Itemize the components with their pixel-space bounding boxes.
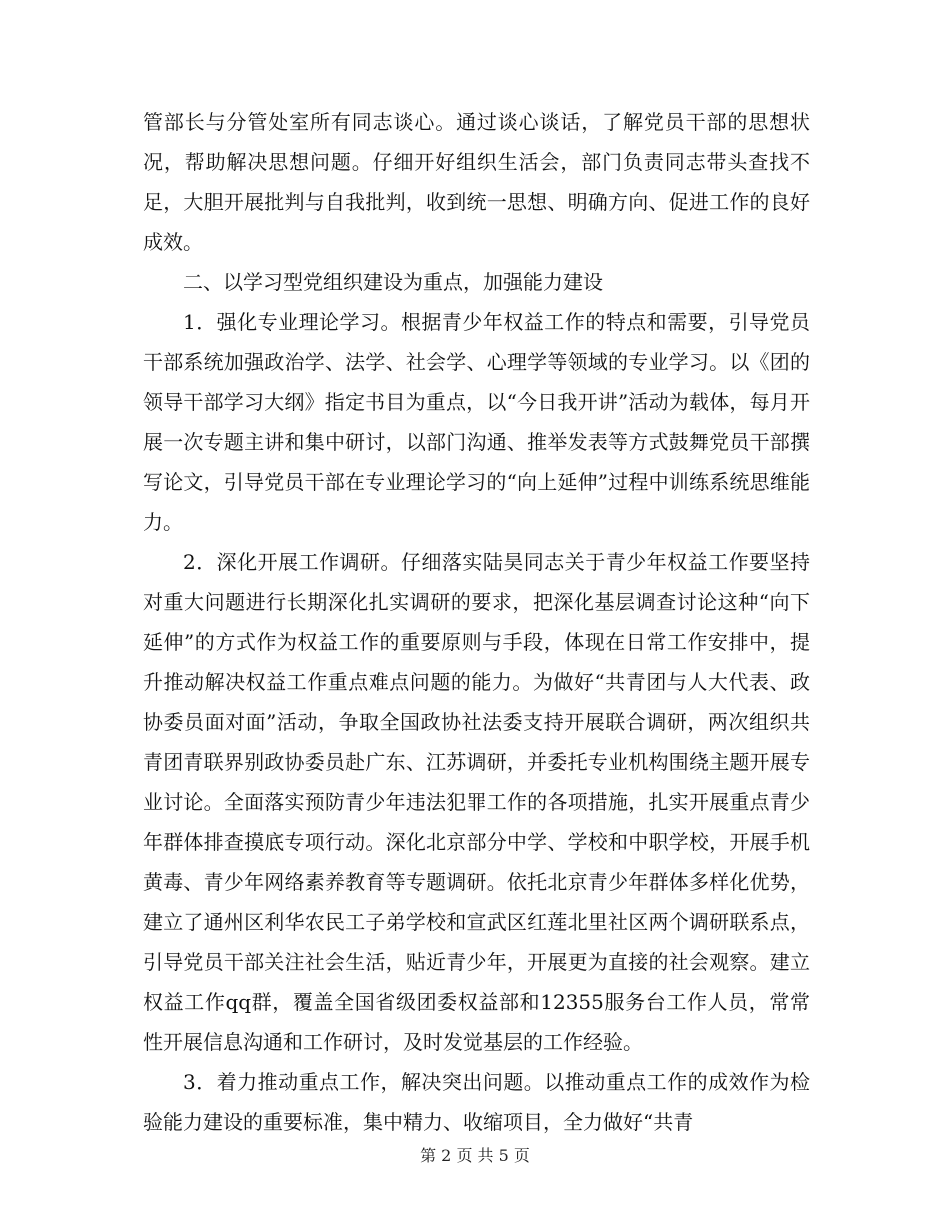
paragraph-item-1: 1．强化专业理论学习。根据青少年权益工作的特点和需要，引导党员干部系统加强政治学、法学、社会学、心理学等领域的专业学习。以《团的领导干部学习大纲》指定书目为重点，以“今日我开讲”活动为载体，每月开展一次专题主讲和集中研讨，以部门沟通、推举发表等方式鼓舞党员干部撰写论文，引导党员干部在专业理论学习的“向上延伸”过程中训练系统思维能力。	[143, 310, 810, 534]
paragraph-item-3: 3．着力推动重点工作，解决突出问题。以推动重点工作的成效作为检验能力建设的重要标准，集中精力、收缩项目，全力做好“共青	[143, 1070, 810, 1134]
document-body	[143, 102, 810, 1142]
section-heading: 二、以学习型党组织建设为重点，加强能力建设	[183, 270, 603, 294]
page-number-footer: 第 2 页 共 5 页	[420, 1146, 530, 1165]
paragraph-item-2: 2．深化开展工作调研。仔细落实陆昊同志关于青少年权益工作要坚持对重大问题进行长期深化扎实调研的要求，把深化基层调查讨论这种“向下延伸”的方式作为权益工作的重要原则与手段，体现在日常工作安排中，提升推动解决权益工作重点难点问题的能力。为做好“共青团与人大代表、政协委员面对面”活动，争取全国政协社法委支持开展联合调研，两次组织共青团青联界别政协委员赴广东、江苏调研，并委托专业机构围绕主题开展专业讨论。全面落实预防青少年违法犯罪工作的各项措施，扎实开展重点青少年群体排查摸底专项行动。深化北京部分中学、学校和中职学校，开展手机黄毒、青少年网络素养教育等专题调研。依托北京青少年群体多样化优势，建立了通州区利华农民工子弟学校和宣武区红莲北里社区两个调研联系点，引导党员干部关注社会生活，贴近青少年，开展更为直接的社会观察。建立权益工作qq群，覆盖全国省级团委权益部和12355服务台工作人员，常常性开展信息沟通和工作研讨，及时发觉基层的工作经验。	[143, 550, 810, 1054]
paragraph-continuation: 管部长与分管处室所有同志谈心。通过谈心谈话，了解党员干部的思想状况，帮助解决思想问题。仔细开好组织生活会，部门负责同志带头查找不足，大胆开展批判与自我批判，收到统一思想、明确方向、促进工作的良好成效。	[143, 110, 810, 254]
